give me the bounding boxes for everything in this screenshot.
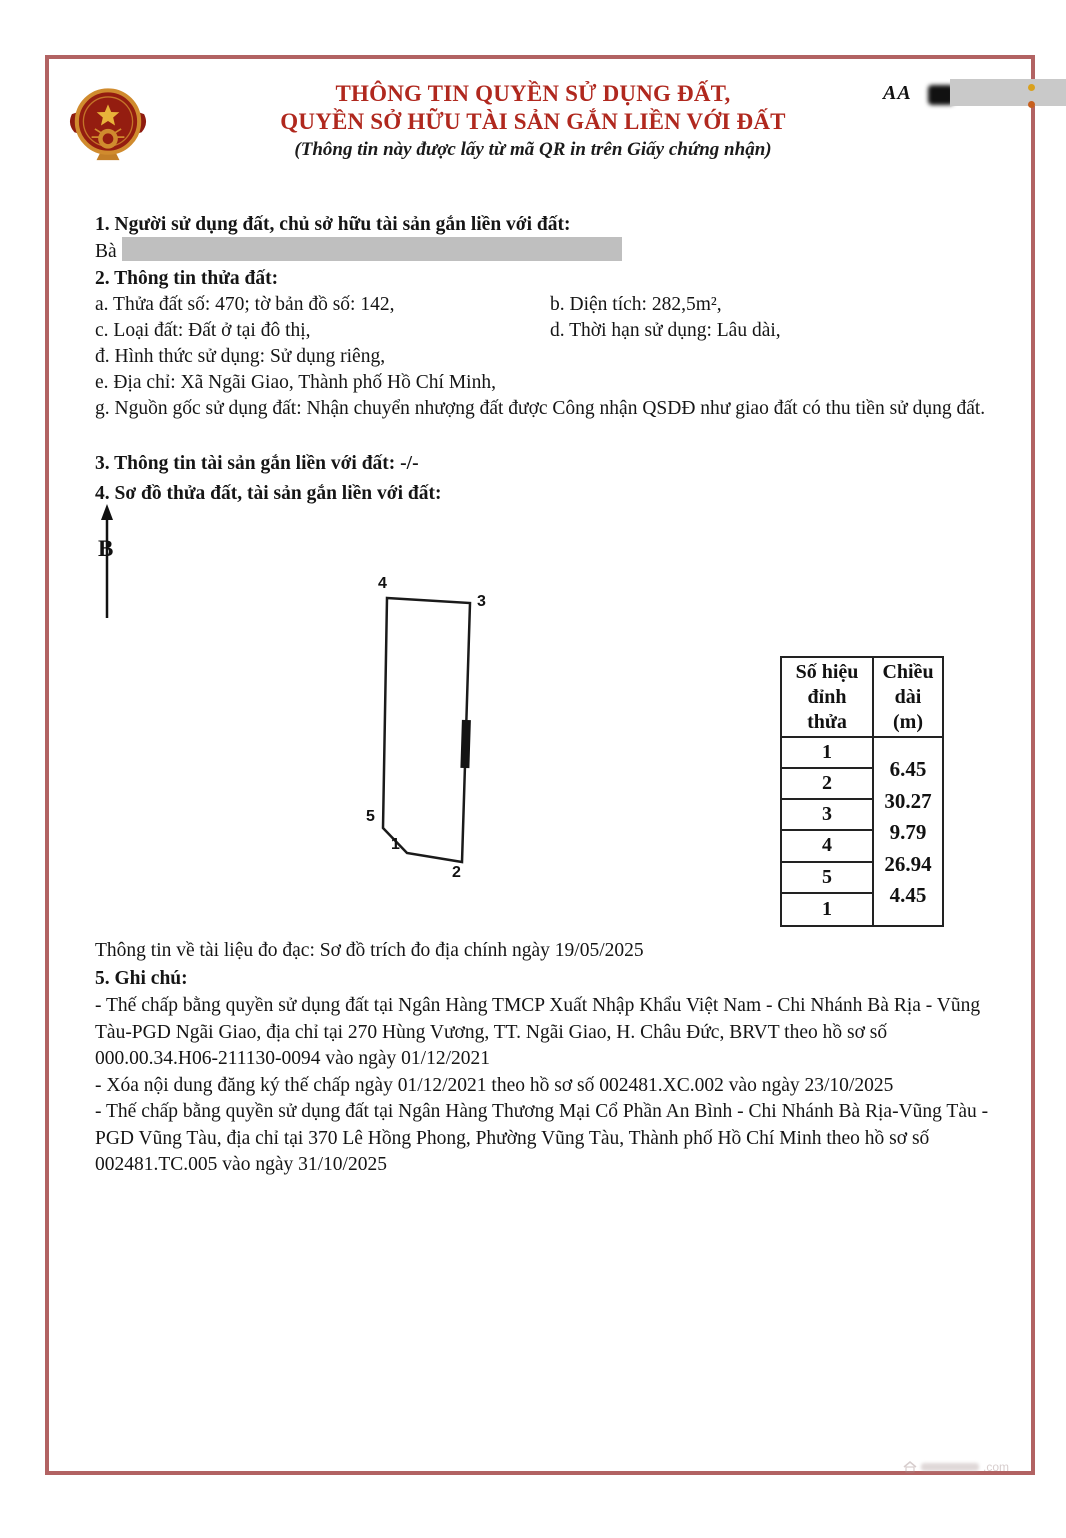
land-type: c. Loại đất: Đất ở tại đô thị, — [95, 320, 311, 341]
vertex-column-header: Số hiệu đỉnh thửa — [782, 658, 872, 738]
border-artifact-dot — [1028, 101, 1035, 108]
parcel-number: a. Thửa đất số: 470; tờ bản đồ số: 142, — [95, 294, 395, 315]
length-column — [874, 658, 942, 925]
vertex-cell: 1 — [822, 897, 832, 920]
length-column-header: Chiều dài (m) — [874, 658, 942, 738]
land-origin: g. Nguồn gốc sử dụng đất: Nhận chuyển nhượng đất được Công nhận QSDĐ như giao đất có thu tiền sử dụng đất. — [95, 398, 986, 419]
edge-length: 4.45 — [889, 883, 927, 907]
vertex-cell: 4 — [782, 831, 872, 862]
vertex-column — [782, 658, 874, 925]
vertex-cell: 1 — [782, 738, 872, 769]
survey-document-info: Thông tin về tài liệu đo đạc: Sơ đồ trích đo địa chính ngày 19/05/2025 — [95, 940, 644, 961]
vertex-label-2: 2 — [452, 864, 461, 881]
note-mortgage-1: - Thế chấp bằng quyền sử dụng đất tại Ngân Hàng TMCP Xuất Nhập Khẩu Việt Nam - Chi Nhánh Bà Rịa - Vũng Tàu-PGD Ngãi Giao, địa chỉ tại 270 Hùng Vương, TT. Ngãi Giao, H. Châu Đức, BRVT theo hồ sơ số 000.00.34.H06-211130-0094 vào ngày 01/12/2021 — [95, 995, 981, 1069]
page-subtitle: (Thông tin này được lấy từ mã QR in trên Giấy chứng nhận) — [294, 139, 772, 160]
north-arrow-label: B — [98, 536, 114, 561]
house-icon — [903, 1461, 917, 1473]
vertex-label-4: 4 — [378, 575, 387, 592]
watermark-text: .com — [983, 1460, 1010, 1474]
parcel-area: b. Diện tích: 282,5m², — [550, 294, 722, 315]
notes-block — [95, 993, 1001, 1179]
owner-prefix: Bà — [95, 241, 117, 262]
use-form: đ. Hình thức sử dụng: Sử dụng riêng, — [95, 346, 386, 367]
section2-heading: 2. Thông tin thửa đất: — [95, 268, 279, 289]
section1-heading: 1. Người sử dụng đất, chủ sở hữu tài sản gắn liền với đất: — [95, 214, 571, 235]
serial-number-prefix: AA — [883, 82, 912, 104]
section3-heading: 3. Thông tin tài sản gắn liền với đất: -/- — [95, 453, 419, 474]
watermark — [903, 1460, 1009, 1474]
edge-length: 6.45 — [889, 757, 927, 781]
vertex-cell: 5 — [782, 863, 872, 894]
note-mortgage-2: - Thế chấp bằng quyền sử dụng đất tại Ngân Hàng Thương Mại Cổ Phần An Bình - Chi Nhánh Bà Rịa-Vũng Tàu - PGD Vũng Tàu, địa chỉ tại 370 Lê Hồng Phong, Phường Vũng Tàu, Thành phố Hồ Chí Minh theo hồ sơ số 002481.TC.005 vào ngày 31/10/2025 — [95, 1101, 989, 1175]
vertex-label-5: 5 — [366, 808, 375, 825]
serial-redaction-bar — [950, 79, 1066, 106]
note-mortgage-release: - Xóa nội dung đăng ký thế chấp ngày 01/12/2021 theo hồ sơ số 002481.XC.002 vào ngày 23/10/2025 — [95, 1074, 894, 1096]
vertex-label-1: 1 — [391, 836, 400, 853]
edge-length: 30.27 — [884, 789, 932, 813]
section4-heading: 4. Sơ đồ thửa đất, tài sản gắn liền với đất: — [95, 483, 442, 504]
section5-heading: 5. Ghi chú: — [95, 968, 188, 989]
watermark-smudge — [921, 1463, 979, 1471]
edge-length: 9.79 — [889, 820, 927, 844]
title-line-1: THÔNG TIN QUYỀN SỬ DỤNG ĐẤT, — [335, 81, 731, 106]
owner-name-redaction-bar — [122, 237, 622, 261]
vertex-label-3: 3 — [477, 593, 486, 610]
border-artifact-dot — [1028, 84, 1035, 91]
title-line-2: QUYỀN SỞ HỮU TÀI SẢN GẮN LIỀN VỚI ĐẤT — [280, 109, 786, 134]
use-term: d. Thời hạn sử dụng: Lâu dài, — [550, 320, 781, 341]
address: e. Địa chỉ: Xã Ngãi Giao, Thành phố Hồ Chí Minh, — [95, 372, 496, 393]
vertex-cell: 3 — [782, 800, 872, 831]
vertex-cell: 2 — [782, 769, 872, 800]
edge-length-table — [780, 656, 944, 927]
edge-length: 26.94 — [884, 852, 932, 876]
